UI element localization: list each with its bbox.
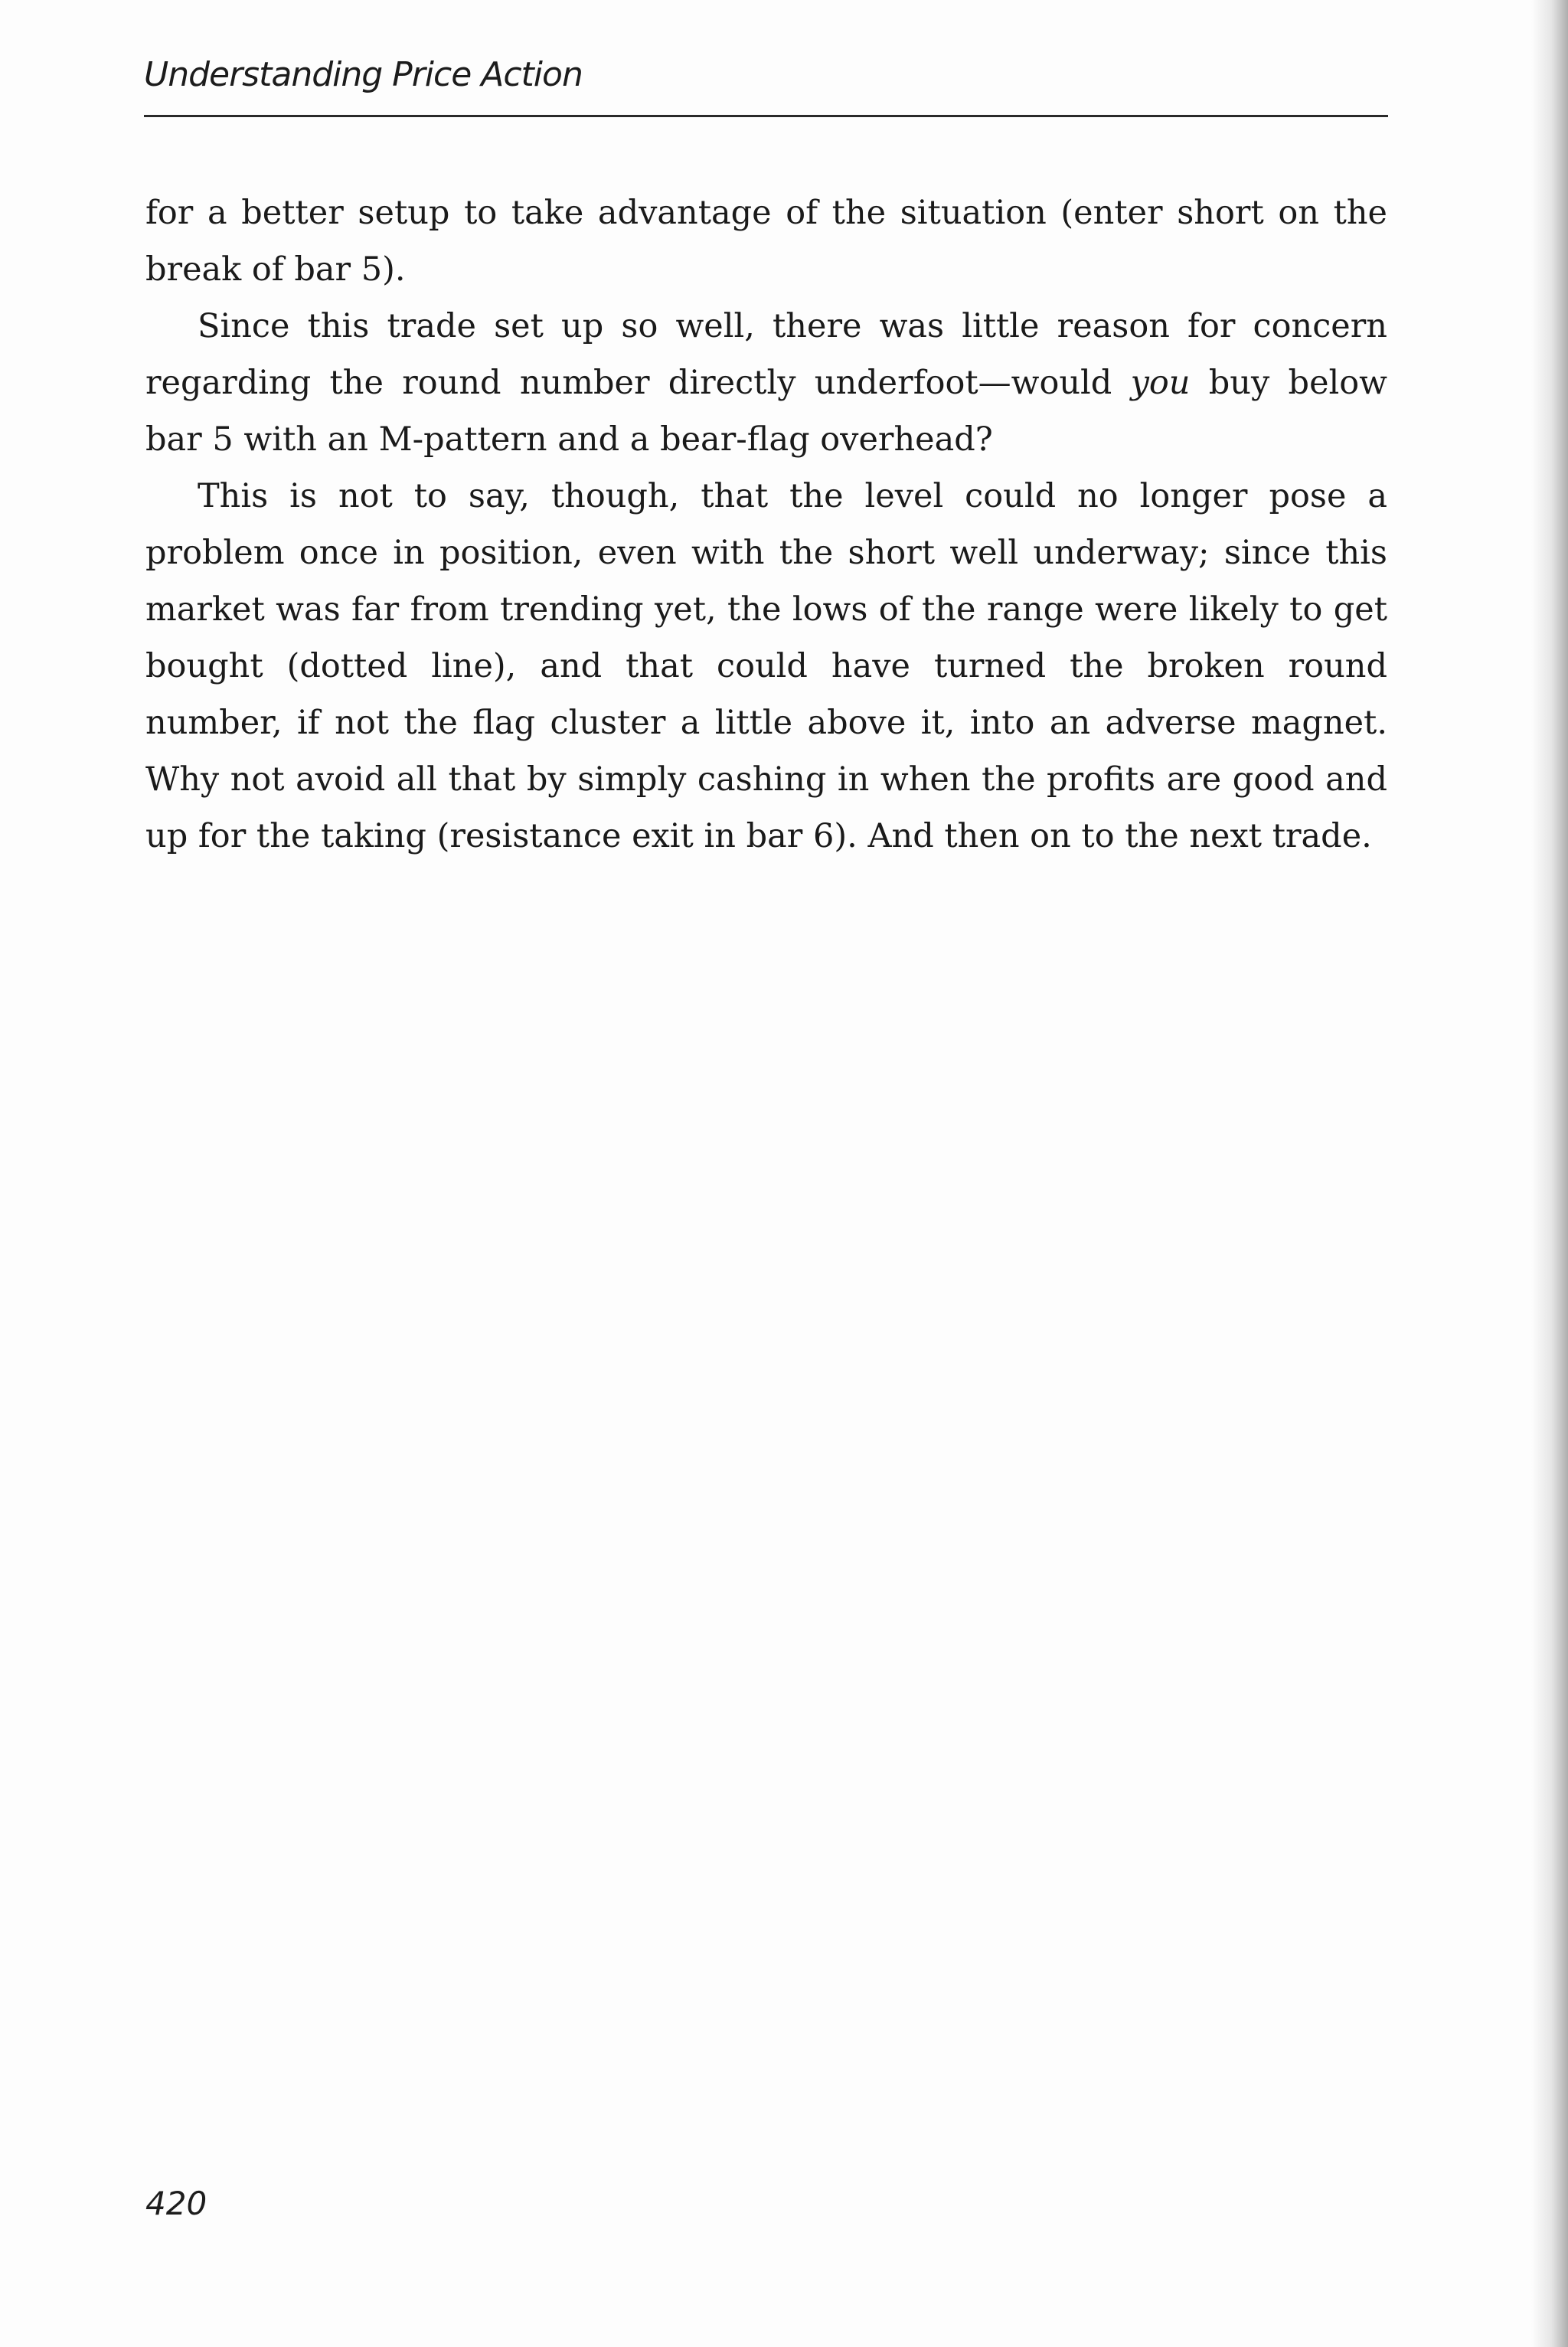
paragraph-1: for a better setup to take advantage of the situation (enter short on the break of bar 5). [145,194,1387,289]
paragraph-2 [145,298,1387,468]
page-number: 420 [145,2185,207,2222]
header-rule [144,115,1388,117]
paragraph-2-text-start: Since this trade set up so well, there was little reason for concern regarding the round number directly underfoot—would [145,307,1387,402]
paragraph-2-emphasis: you [1130,364,1191,402]
running-head: Understanding Price Action [144,55,583,94]
paragraph-3: This is not to say, though, that the level could no longer pose a problem once in position, even with the short well underway; since this market was far from trending yet, the lows of the range were likely to get bought (dotted line), and that could have turned the broken round number, if not the flag cluster a little above it, into an adverse magnet. Why not avoid all that by simply cashing in when the profits are good and up for the taking (resistance exit in bar 6). And then on to the next trade. [145,477,1387,855]
page-edge-shadow [1531,0,1568,2347]
paragraph-2-text-end: buy below bar 5 with an M-pattern and a bear-flag overhead? [145,364,1387,459]
body-text [145,185,1387,865]
